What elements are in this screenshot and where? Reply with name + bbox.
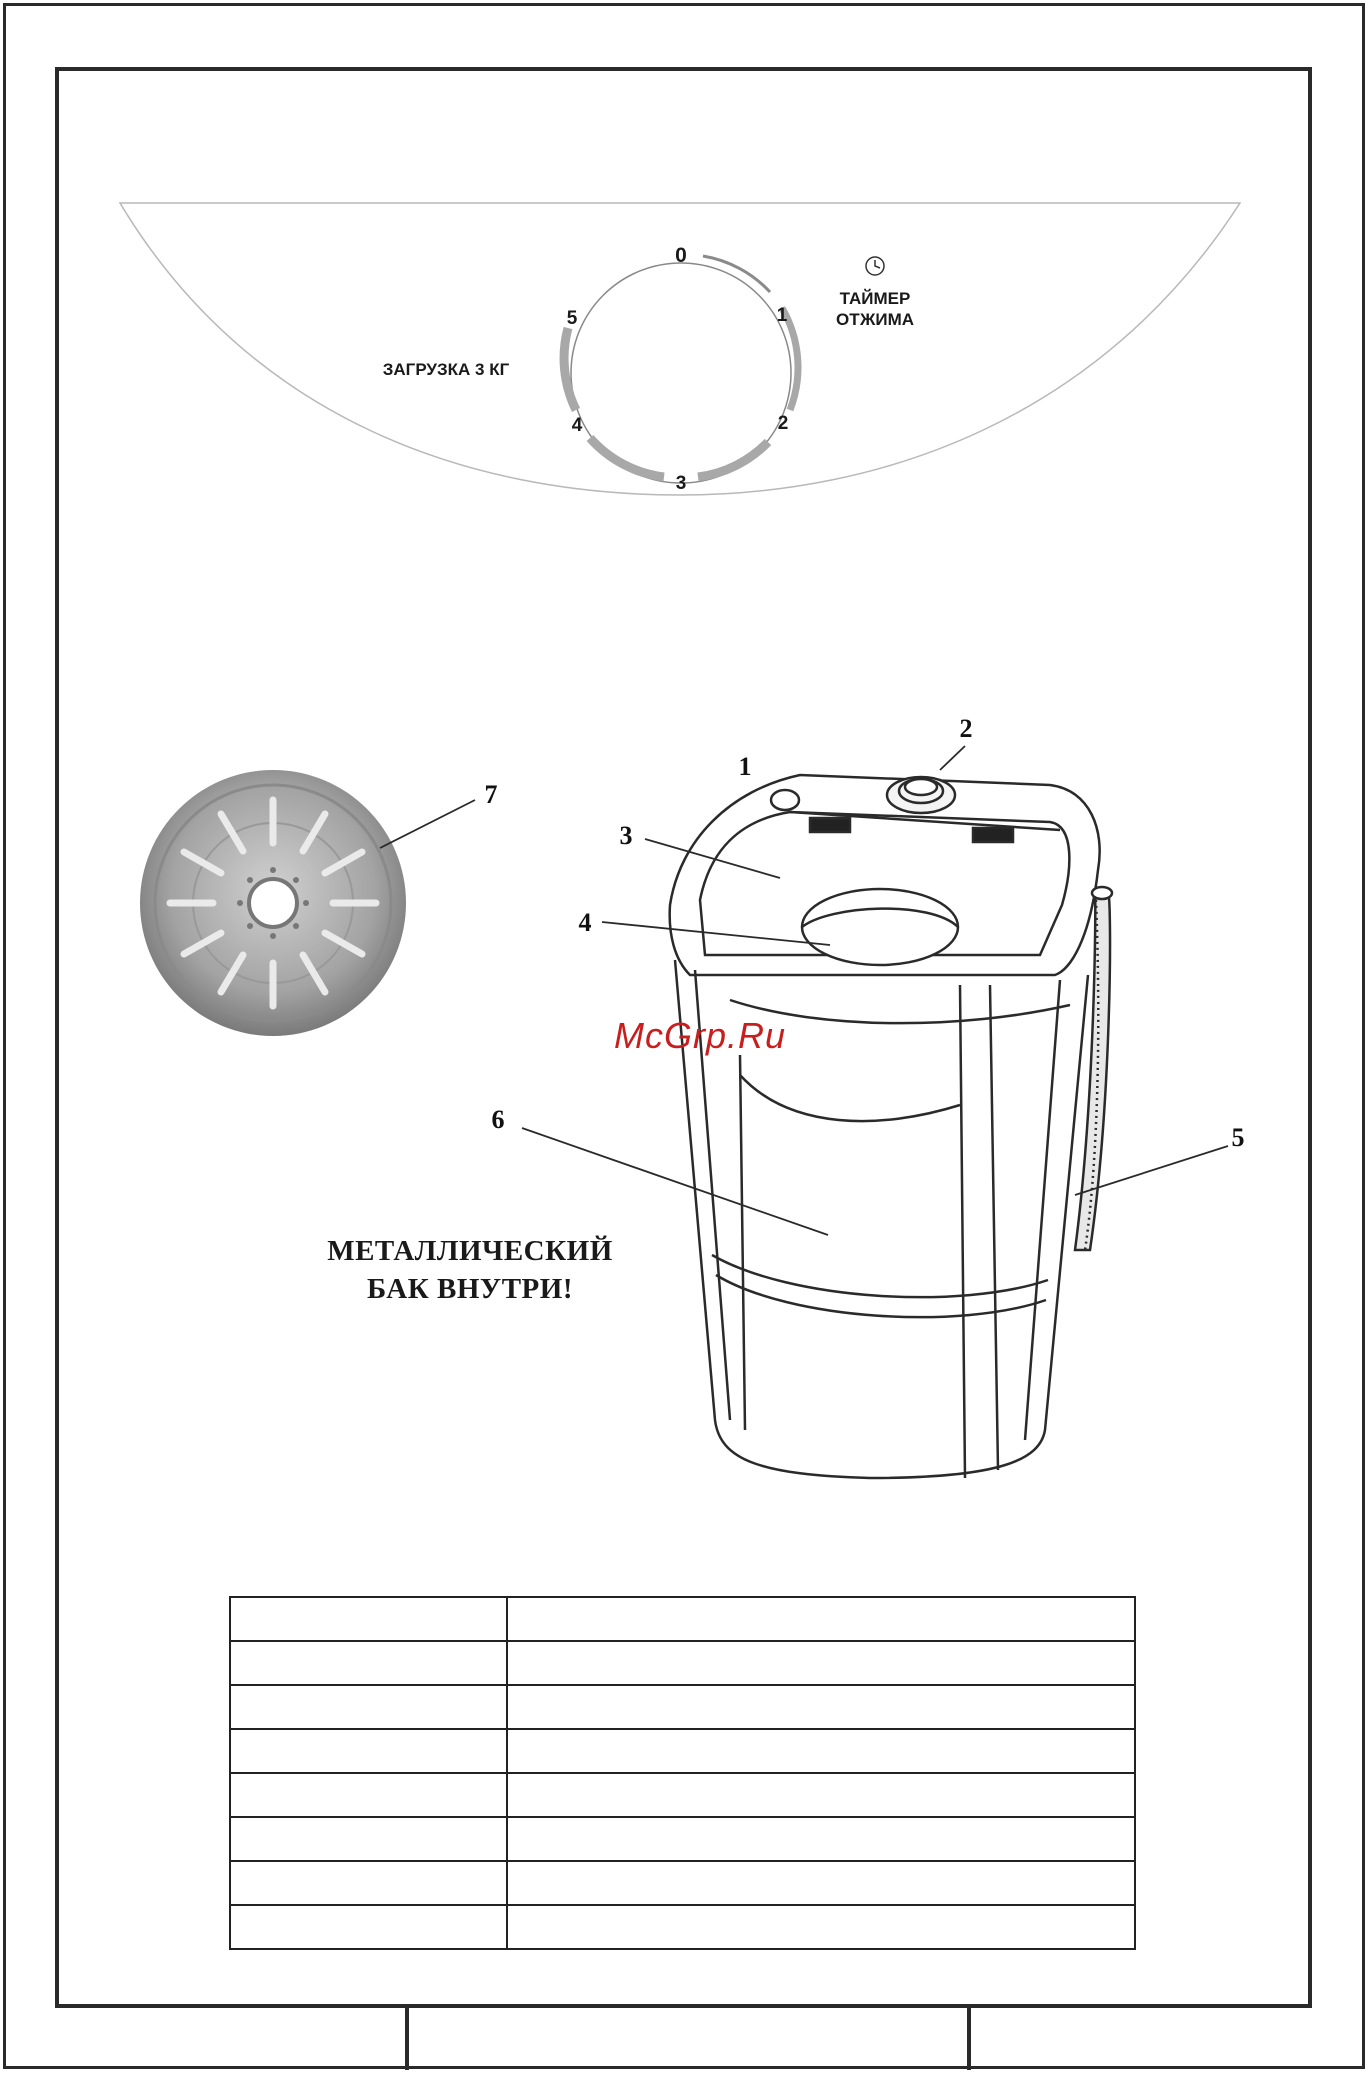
washing-machine-illustration	[670, 775, 1112, 1478]
table-cell-label	[230, 1685, 507, 1729]
table-cell-value	[507, 1685, 1135, 1729]
table-row	[230, 1685, 1135, 1729]
table-cell-label	[230, 1861, 507, 1905]
dial-mark-1: 1	[776, 305, 788, 326]
watermark: McGrp.Ru	[613, 1015, 787, 1056]
callout-4: 4	[578, 908, 592, 937]
dial-mark-4: 4	[571, 415, 583, 436]
load-capacity-label: ЗАГРУЗКА 3 КГ	[382, 360, 510, 379]
table-cell-value	[507, 1905, 1135, 1949]
callout-3: 3	[619, 821, 633, 850]
control-panel	[120, 203, 1240, 495]
callout-6: 6	[491, 1105, 505, 1134]
timer-dial[interactable]	[564, 244, 798, 494]
table-row	[230, 1773, 1135, 1817]
spec-table	[229, 1596, 1136, 1950]
table-row	[230, 1817, 1135, 1861]
table-cell-label	[230, 1597, 507, 1641]
table-cell-value	[507, 1861, 1135, 1905]
metal-tank-warning	[290, 1232, 650, 1308]
table-cell-label	[230, 1773, 507, 1817]
table-row	[230, 1861, 1135, 1905]
spin-timer-label-line1: ТАЙМЕР	[839, 289, 911, 308]
table-row	[230, 1641, 1135, 1685]
dial-mark-5: 5	[566, 308, 578, 329]
table-cell-label	[230, 1817, 507, 1861]
callout-5: 5	[1231, 1123, 1245, 1152]
table-row	[230, 1905, 1135, 1949]
filter-disc-illustration	[140, 770, 406, 1036]
table-cell-label	[230, 1905, 507, 1949]
table-cell-value	[507, 1773, 1135, 1817]
table-row	[230, 1597, 1135, 1641]
table-cell-value	[507, 1641, 1135, 1685]
callout-7: 7	[484, 780, 498, 809]
table-cell-value	[507, 1597, 1135, 1641]
warning-line-2: БАК ВНУТРИ!	[367, 1273, 573, 1305]
table-cell-label	[230, 1729, 507, 1773]
dial-mark-3: 3	[675, 473, 687, 494]
clock-icon	[866, 257, 884, 275]
dial-mark-2: 2	[777, 413, 789, 434]
spin-timer-label-line2: ОТЖИМА	[835, 310, 915, 329]
table-cell-label	[230, 1641, 507, 1685]
table-cell-value	[507, 1729, 1135, 1773]
callout-2: 2	[959, 714, 973, 743]
dial-mark-0: 0	[675, 244, 687, 267]
table-cell-value	[507, 1817, 1135, 1861]
table-row	[230, 1729, 1135, 1773]
callout-1: 1	[738, 752, 752, 781]
warning-line-1: МЕТАЛЛИЧЕСКИЙ	[327, 1235, 613, 1267]
